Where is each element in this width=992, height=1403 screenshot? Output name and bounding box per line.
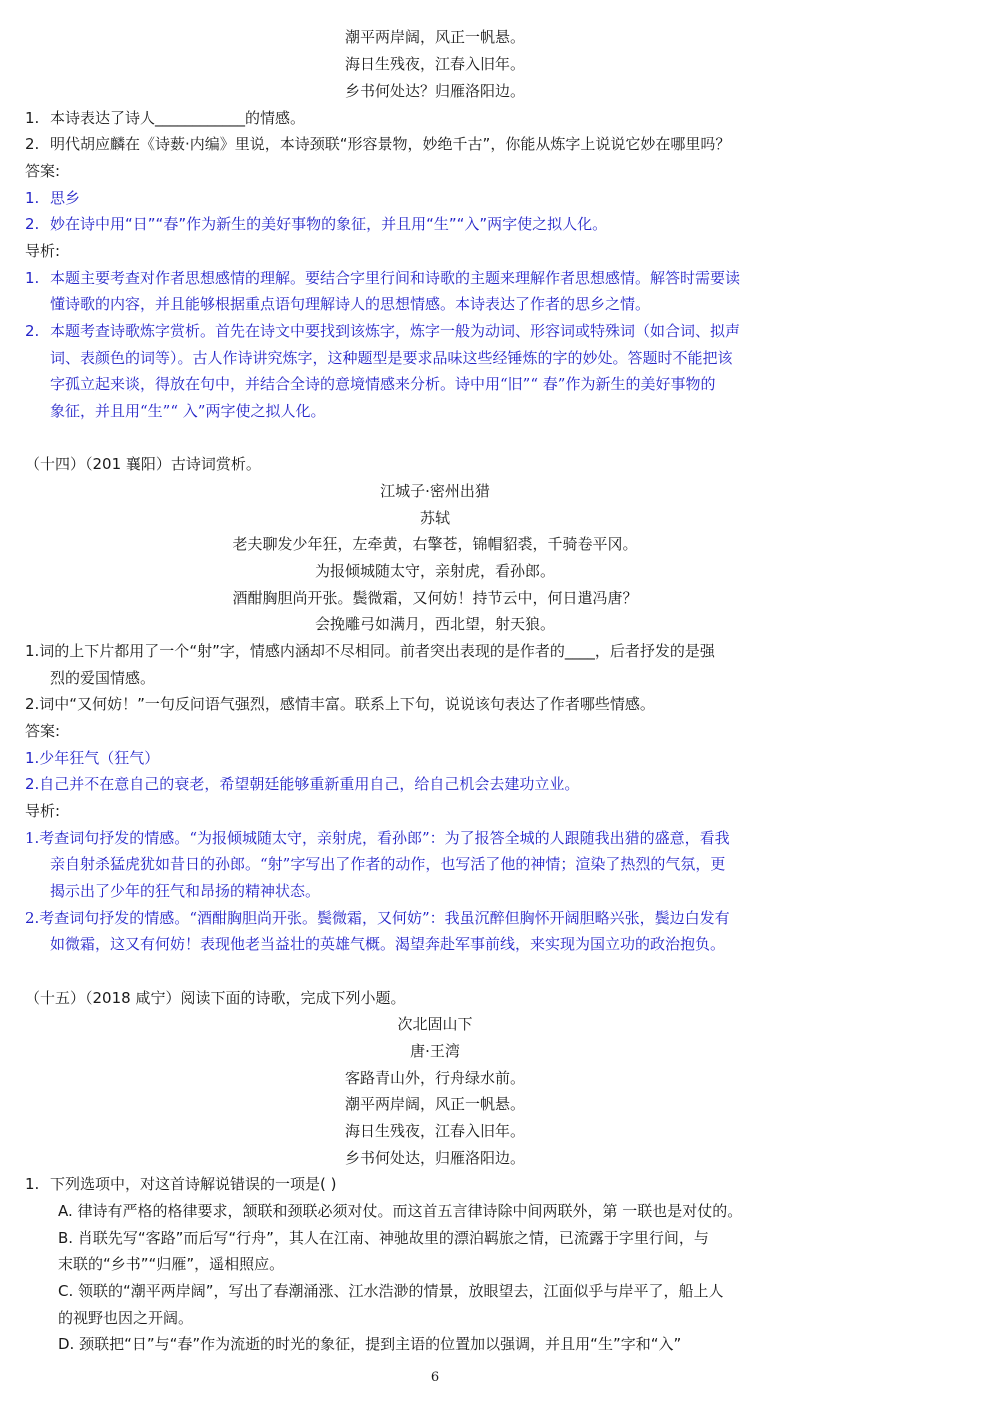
guide-text: 象征，并且用“生”“ 入”两字使之拟人化。 [50, 402, 326, 420]
poem-line: 潮平两岸阔，风正一帆悬。 [344, 28, 525, 46]
question-text: 本诗表达了诗人____________的情感。 [50, 109, 306, 127]
question-text: 烈的爱国情感。 [50, 669, 156, 687]
guide-text: 1.考查词句抒发的情感。“为报倾城随太守，亲射虎，看孙郎”：为了报答全城的人跟随我出猎的盛意，看我 [25, 829, 730, 847]
poem-line: 为报倾城随太守，亲射虎，看孙郎。 [314, 562, 555, 580]
section-heading: （十四）（201 襄阳）古诗词赏析。 [25, 455, 261, 473]
guide-label: 导析: [25, 802, 61, 820]
question-number: 1. [25, 109, 40, 127]
guide-label: 导析: [25, 242, 61, 260]
poem-title: 次北固山下 [397, 1015, 473, 1033]
guide-text: 本题主要考查对作者思想感情的理解。要结合字里行间和诗歌的主题来理解作者思想感情。解答时需要读 [50, 269, 741, 287]
guide-text: 揭示出了少年的狂气和昂扬的精神状态。 [50, 882, 321, 900]
option-c: C. 领联的“潮平两岸阔”，写出了春潮涌涨、江水浩渺的情景，放眼望去，江面似乎与岸平了，船上人 [58, 1282, 724, 1300]
guide-text: 亲自射杀猛虎犹如昔日的孙郎。“射”字写出了作者的动作，也写活了他的神情；渲染了热烈的气氛，更 [50, 855, 726, 873]
poem-line: 潮平两岸阔，风正一帆悬。 [344, 1095, 525, 1113]
guide-number: 1. [25, 269, 40, 287]
question-number: 1. [25, 1175, 40, 1193]
poem-line: 乡书何处达，归雁洛阳边。 [344, 1149, 525, 1167]
poem-title: 江城子·密州出猎 [380, 482, 490, 500]
answer-text: 2.自己并不在意自己的衰老，希望朝廷能够重新重用自己，给自己机会去建功立业。 [25, 775, 580, 793]
poem-line: 乡书何处达？归雁洛阳边。 [344, 82, 525, 100]
section-heading: （十五）（2018 咸宁）阅读下面的诗歌，完成下列小题。 [25, 989, 406, 1007]
answer-text: 1.少年狂气（狂气） [25, 749, 160, 767]
option-d: D. 颈联把“日”与“春”作为流逝的时光的象征，提到主语的位置加以强调，并且用“生”字和“入” [58, 1335, 682, 1353]
answer-label: 答案: [25, 722, 61, 740]
guide-text: 2.考查词句抒发的情感。“酒酣胸胆尚开张。鬓微霜，又何妨”：我虽沉醉但胸怀开阔胆略兴张，鬓边白发有 [25, 909, 730, 927]
option-b-cont: 末联的“乡书”“归雁”，遥相照应。 [58, 1255, 285, 1273]
guide-text: 字孤立起来谈，得放在句中，并结合全诗的意境情感来分析。诗中用“旧”“ 春”作为新生的美好事物的 [50, 375, 716, 393]
guide-text: 词、表颜色的词等）。古人作诗讲究炼字，这种题型是要求品味这些经锤炼的字的妙处。答题时不能把该 [50, 349, 733, 367]
poem-line: 海日生残夜，江春入旧年。 [344, 1122, 525, 1140]
poem-line: 会挽雕弓如满月，西北望，射天狼。 [314, 615, 555, 633]
option-b: B. 肖联先写“客路”而后写“行舟”，其人在江南、神驰故里的漂泊羁旅之情，已流露于字里行间，与 [58, 1229, 709, 1247]
poem-line: 酒酣胸胆尚开张。鬓微霜，又何妨！持节云中，何日遣冯唐？ [232, 589, 638, 607]
guide-text: 本题考查诗歌炼字赏析。首先在诗文中要找到该炼字，炼字一般为动词、形容词或特殊词（如合词、拟声 [50, 322, 741, 340]
poem-line: 老夫聊发少年狂，左牵黄，右擎苍，锦帽貂裘，千骑卷平冈。 [232, 535, 638, 553]
page-number: 6 [430, 1370, 440, 1385]
question-text: 明代胡应麟在《诗薮·内编》里说，本诗颈联“形容景物，妙绝千古”，你能从炼字上说说它妙在哪里吗？ [50, 135, 731, 153]
answer-number: 2. [25, 215, 40, 233]
answer-text: 妙在诗中用“日”“春”作为新生的美好事物的象征，并且用“生”“入”两字使之拟人化。 [50, 215, 608, 233]
question-text: 下列选项中，对这首诗解说错误的一项是( ) [50, 1175, 337, 1193]
guide-text: 懂诗歌的内容，并且能够根据重点语句理解诗人的思想情感。本诗表达了作者的思乡之情。 [50, 295, 651, 313]
poem-line: 海日生残夜，江春入旧年。 [344, 55, 525, 73]
poem-author: 苏轼 [419, 509, 450, 527]
answer-text: 思乡 [50, 189, 81, 207]
poem-author: 唐·王湾 [410, 1042, 460, 1060]
option-c-cont: 的视野也因之开阔。 [58, 1309, 194, 1327]
option-a: A. 律诗有严格的格律要求，颔联和颈联必须对仗。而这首五言律诗除中间两联外，第 一联也是对仗的。 [58, 1202, 743, 1220]
question-text: 2.词中“又何妨！”一句反问语气强烈，感情丰富。联系上下句，说说该句表达了作者哪些情感。 [25, 695, 655, 713]
answer-label: 答案: [25, 162, 61, 180]
poem-line: 客路青山外，行舟绿水前。 [344, 1069, 525, 1087]
answer-number: 1. [25, 189, 40, 207]
guide-number: 2. [25, 322, 40, 340]
guide-text: 如微霜，这又有何妨！表现他老当益壮的英雄气概。渴望奔赴军事前线，来实现为国立功的政治抱负。 [50, 935, 726, 953]
question-text: 1.词的上下片都用了一个“射”字，情感内涵却不尽相同。前者突出表现的是作者的____，后者抒发的是强 [25, 642, 715, 660]
question-number: 2. [25, 135, 40, 153]
